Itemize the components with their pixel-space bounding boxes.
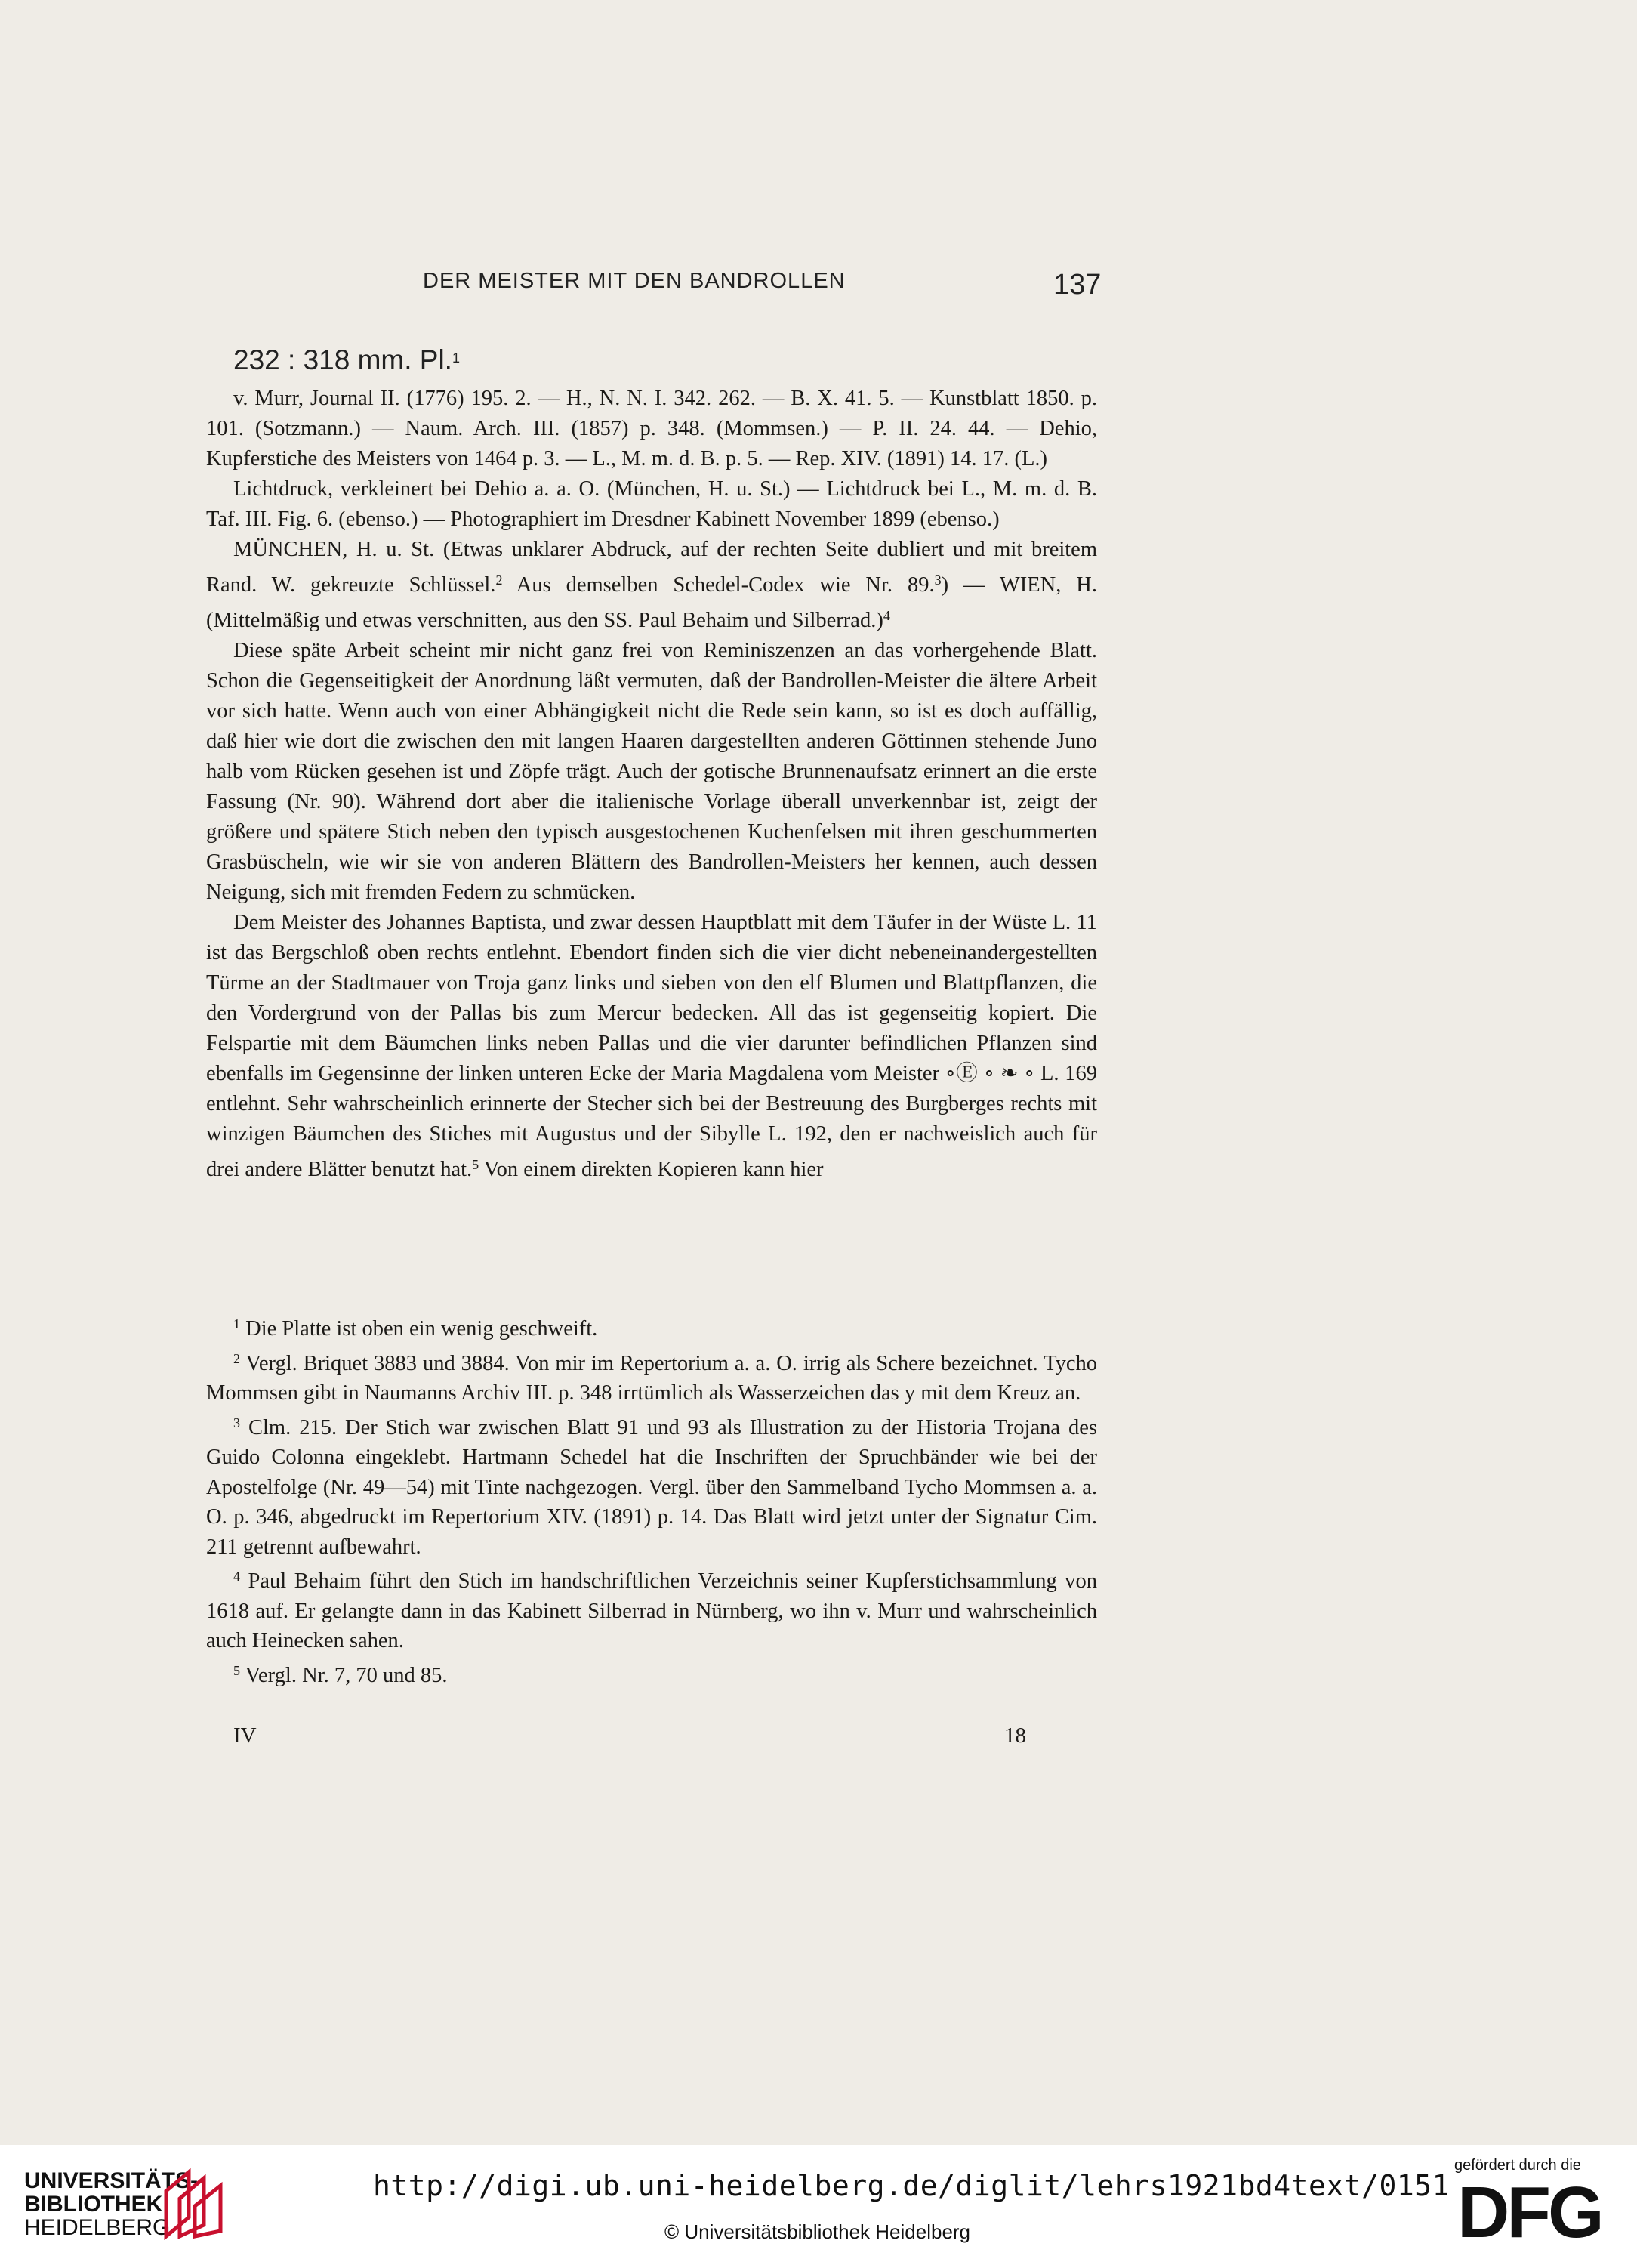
text-run: Dem Meister des Johannes Baptista, und zwar dessen Hauptblatt mit dem Täufer in der Wüste L. 11 ist das Bergschloß oben rechts entlehnt. Ebendort finden sich die vier dicht nebeneinandergestellten Türme an der Stadtmauer von Troja ganz links und sieben von den elf Blumen und Blattpflanzen, die den Vordergrund von der Pallas bis zum Mercur bedecken. All das ist gegenseitig kopiert. Die Felspartie mit dem Bäumchen links neben Pallas und die vier darunter befindlichen Pflanzen sind ebenfalls im Gegensinne der linken unteren Ecke der Maria Magdalena vom Meister ∘ [206, 911, 1097, 1085]
footnote-number: 2 [233, 1350, 240, 1366]
funding-note: gefördert durch die [1454, 2157, 1581, 2174]
footnote [206, 1310, 1097, 1344]
running-head: DER MEISTER MIT DEN BANDROLLEN [423, 269, 846, 293]
paragraph [206, 474, 1097, 535]
footnote-text: Paul Behaim führt den Stich im handschriftlichen Verzeichnis seiner Kupferstichsammlung von 1618 auf. Er gelangte dann in das Kabinett Silberrad in Nürnberg, wo ihn v. Murr und wahrscheinlich auch Heinecken sahen. [206, 1569, 1097, 1652]
footnote-text: Vergl. Nr. 7, 70 und 85. [240, 1663, 448, 1687]
footnote-number: 4 [233, 1569, 240, 1584]
text-run: Aus demselben Schedel-Codex wie Nr. 89. [502, 573, 935, 597]
paragraph [206, 636, 1097, 908]
text-run: ∘ L. 169 entlehnt. Sehr wahrscheinlich erinnerte der Stecher sich bei der Bestreuung des Burgberges rechts mit winzigen Bäumchen des Stiches mit Augustus und der Sibylle L. 192, den er nachweislich auch für drei andere Blätter benutzt hat. [206, 1062, 1097, 1181]
plate-dimensions: 232 : 318 mm. Pl.$^1$ [233, 344, 460, 375]
footnote-ref: 3 [934, 572, 942, 588]
footnote-ref: 4 [883, 608, 890, 623]
text-run: Diese späte Arbeit scheint mir nicht ganz frei von Reminiszenzen an das vorhergehende Blatt. Schon die Gegenseitigkeit der Anordnung läßt vermuten, daß der Bandrollen-Meister die ältere Arbeit vor sich hatte. Wenn auch von einer Abhängigkeit nicht die Rede sein kann, so ist es doch auffällig, daß hier wie dort die zwischen den mit langen Haaren dargestellten anderen Göttinnen stehende Juno halb vom Rücken gesehen ist und Zöpfe trägt. Auch der gotische Brunnenaufsatz erinnert an die erste Fassung (Nr. 90). Während dort aber die italienische Vorlage überall unverkennbar ist, zeigt der größere und spätere Stich neben den typisch ausgestochenen Kuchenfelsen mit ihren geschummerten Grasbüscheln, wie wir sie von anderen Blättern des Bandrollen-Meisters her kennen, auch dessen Neigung, sich mit fremden Federn zu schmücken. [206, 639, 1097, 904]
paragraph [206, 535, 1097, 636]
sheet-number: 18 [1004, 1723, 1026, 1748]
engraver-mark-icon: ❧ [1000, 1062, 1019, 1085]
body-text [206, 384, 1097, 1185]
page-number: 137 [1053, 269, 1102, 301]
paragraph [206, 908, 1097, 1185]
footnote-text: Vergl. Briquet 3883 und 3884. Von mir im Repertorium a. a. O. irrig als Schere bezeichnet. Tycho Mommsen gibt in Naumanns Archiv III. p. 348 irrtümlich als Wasserzeichen das y mit dem Kreuz an. [206, 1351, 1097, 1405]
dfg-logo: DFG [1457, 2172, 1602, 2253]
library-logo-icon [159, 2165, 227, 2240]
text-run: ) — WIEN, H. (Mittelmäßig und etwas verschnitten, aus den SS. Paul Behaim und Silberrad.) [206, 573, 1097, 632]
signature-mark: IV [233, 1723, 257, 1748]
footnote-text: Die Platte ist oben ein wenig geschweift. [240, 1317, 598, 1341]
footnote [206, 1656, 1097, 1691]
footnote [206, 1562, 1097, 1656]
paragraph [206, 384, 1097, 474]
footer-bar [0, 2145, 1637, 2268]
text-run: Lichtdruck, verkleinert bei Dehio a. a. O. (München, H. u. St.) — Lichtdruck bei L., M. m. d. B. Taf. III. Fig. 6. (ebenso.) — Photographiert im Dresdner Kabinett November 1899 (ebenso.) [206, 477, 1097, 531]
footnote [206, 1344, 1097, 1409]
footnote-ref: 5 [472, 1157, 479, 1172]
footnote-number: 5 [233, 1662, 240, 1678]
library-name: UNIVERSITÄTS- BIBLIOTHEK HEIDELBERG [24, 2168, 199, 2240]
footnote-number: 3 [233, 1415, 240, 1430]
footnote-ref: 2 [495, 572, 503, 588]
text-run: Von einem direkten Kopieren kann hier [479, 1158, 824, 1181]
footnote-ref: 1 [452, 350, 460, 366]
footnotes [206, 1310, 1097, 1690]
footnote [206, 1409, 1097, 1563]
footnote-number: 1 [233, 1316, 240, 1331]
text-run: MÜNCHEN, H. u. St. (Etwas unklarer Abdruck, auf der rechten Seite dubliert und mit breitem Rand. W. gekreuzte Schlüssel. [206, 538, 1097, 597]
permalink-url[interactable]: http://digi.ub.uni-heidelberg.de/diglit/lehrs1921bd4text/0151 [373, 2169, 1450, 2202]
footnote-text: Clm. 215. Der Stich war zwischen Blatt 91 und 93 als Illustration zu der Historia Trojana des Guido Colonna eingeklebt. Hartmann Schedel hat die Inschriften der Spruchbänder wie bei der Apostelfolge (Nr. 49—54) mit Tinte nachgezogen. Vergl. über den Sammelband Tycho Mommsen a. a. O. p. 346, abgedruckt im Repertorium XIV. (1891) p. 14. Das Blatt wird jetzt unter der Signatur Cim. 211 getrennt aufbewahrt. [206, 1415, 1097, 1559]
text-run: ∘ [978, 1062, 1000, 1085]
copyright-notice: © Universitätsbibliothek Heidelberg [664, 2220, 971, 2243]
engraver-monogram-icon: Ⓔ [955, 1062, 979, 1085]
text-run: v. Murr, Journal II. (1776) 195. 2. — H., N. N. I. 342. 262. — B. X. 41. 5. — Kunstblatt 1850. p. 101. (Sotzmann.) — Naum. Arch. III. (1857) p. 348. (Mommsen.) — P. II. 24. 44. — Dehio, Kupferstiche des Meisters von 1464 p. 3. — L., M. m. d. B. p. 5. — Rep. XIV. (1891) 14. 17. (L.) [206, 387, 1097, 471]
